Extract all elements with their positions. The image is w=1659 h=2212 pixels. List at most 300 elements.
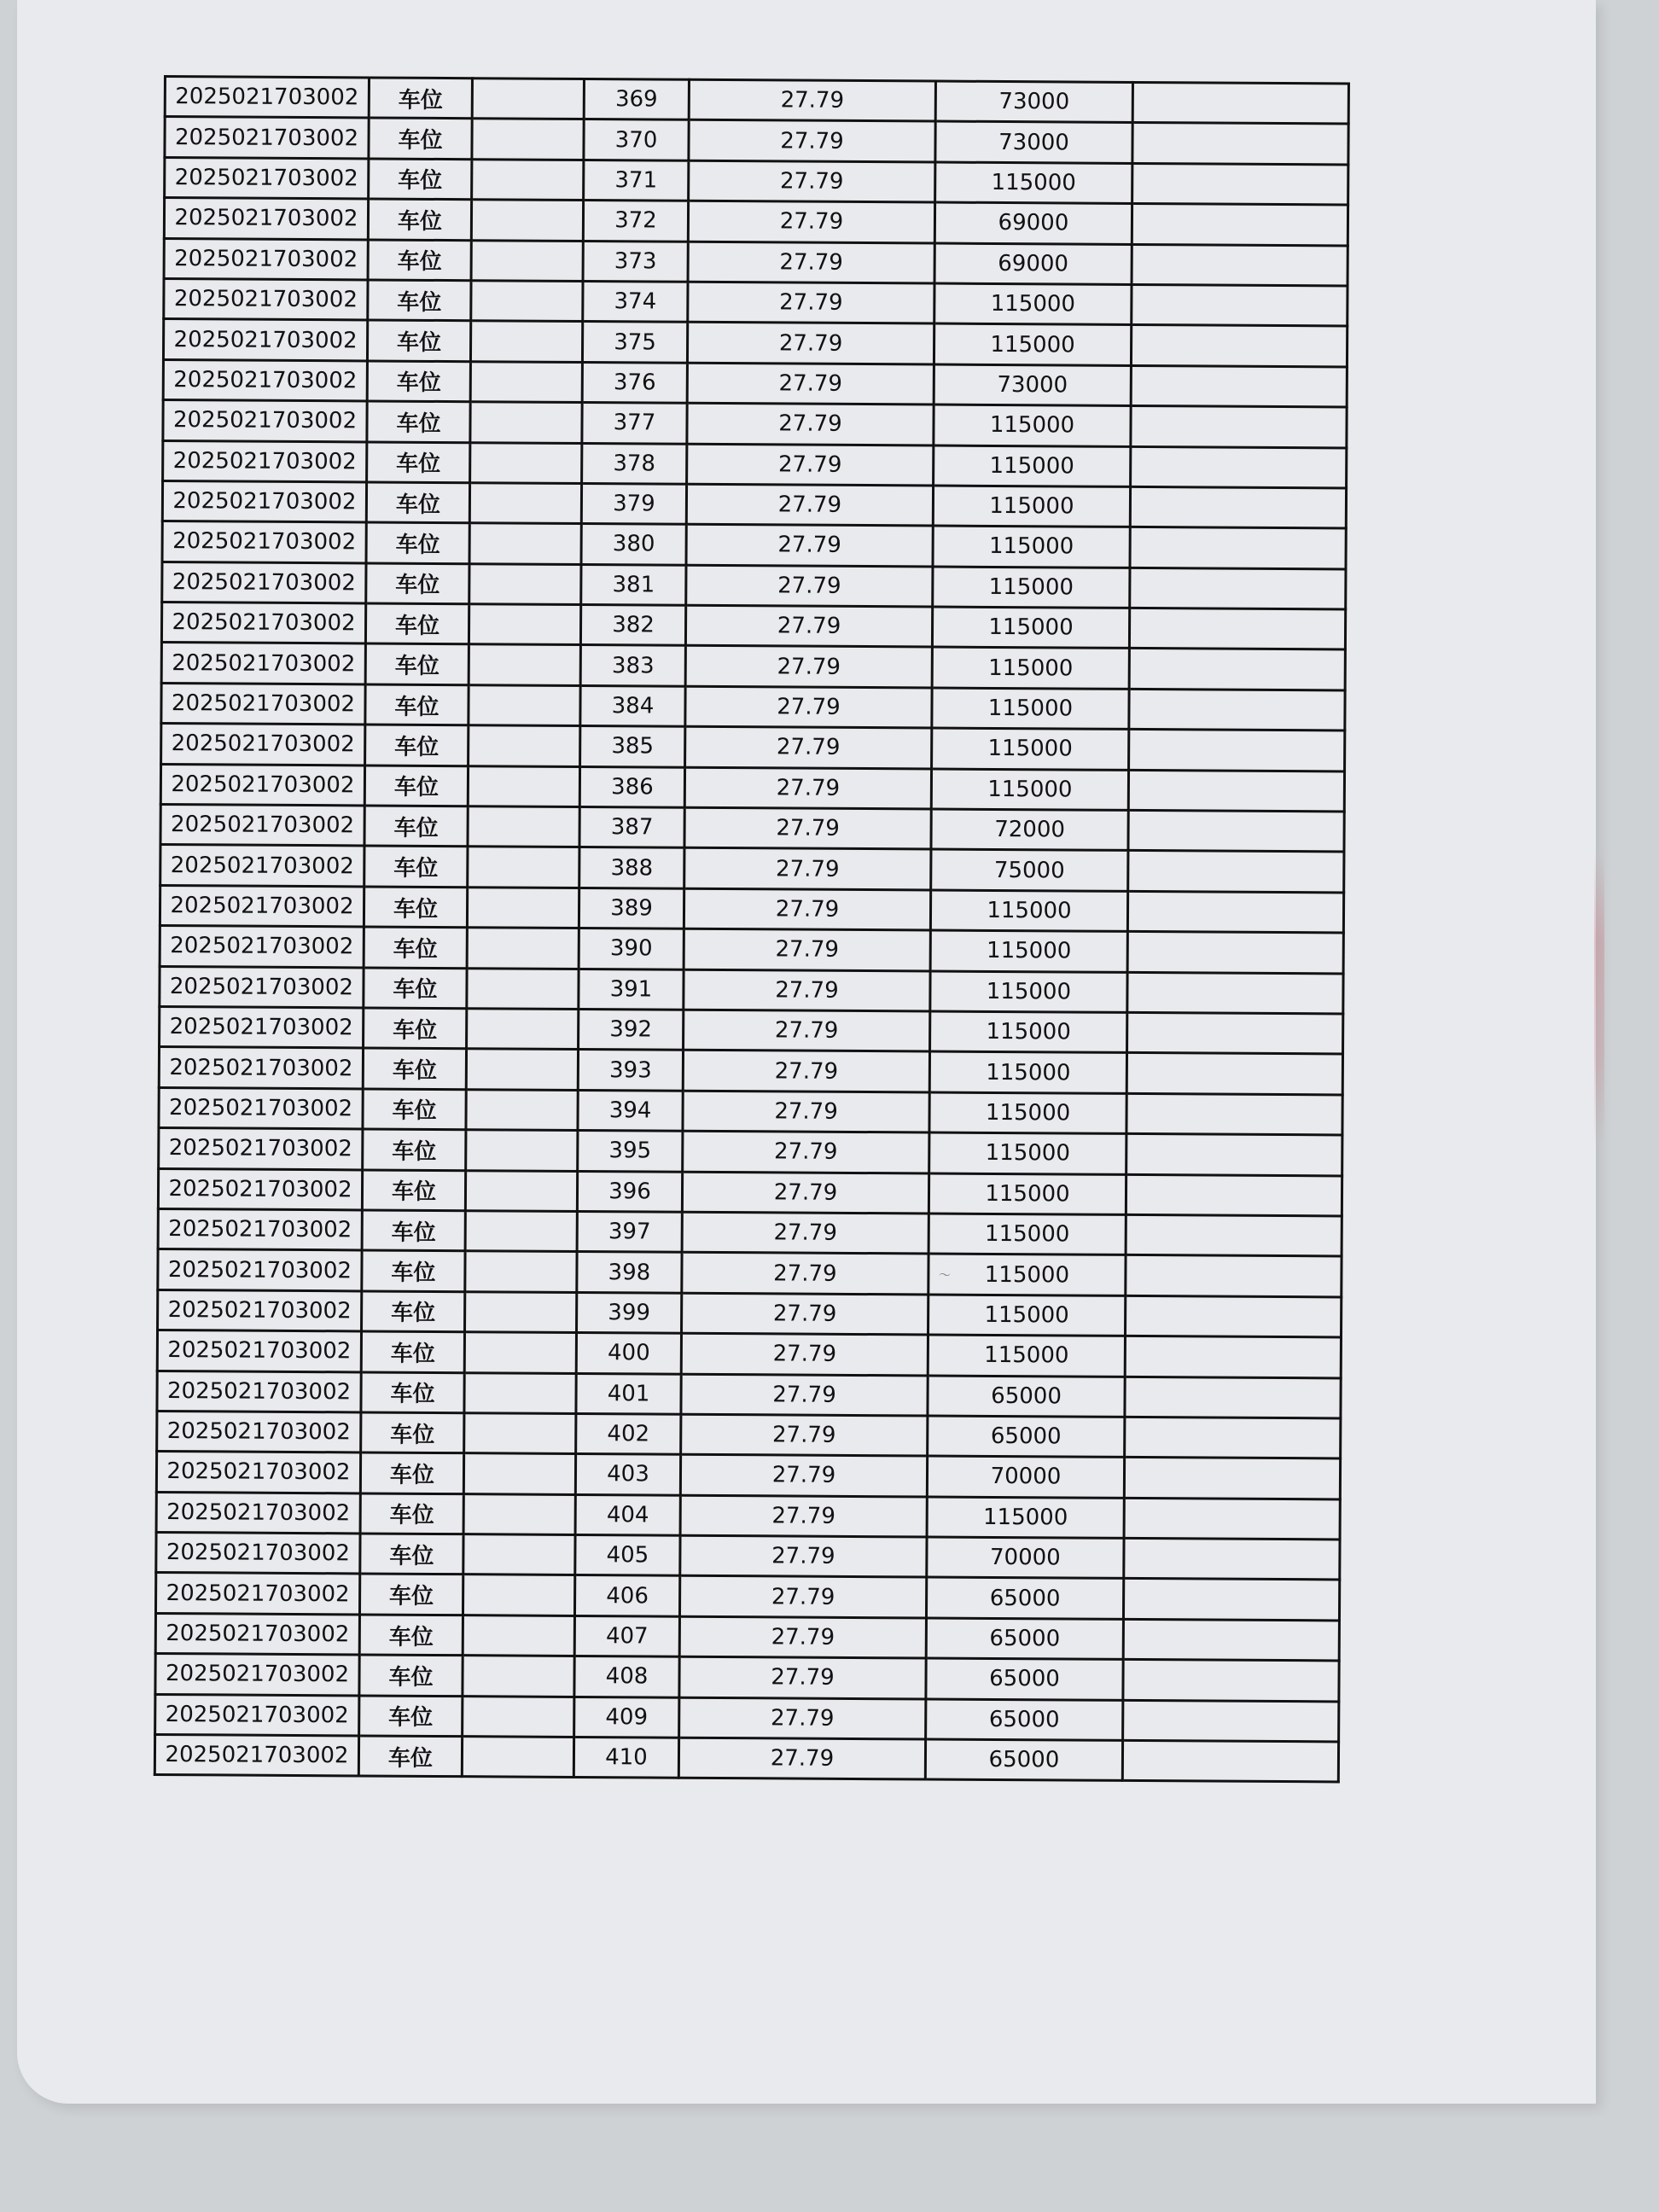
cell-area: 27.79 <box>684 969 930 1011</box>
cell-number: 399 <box>577 1292 682 1333</box>
table-row <box>162 562 1346 609</box>
cell-note <box>1132 284 1348 326</box>
cell-price: 65000 <box>925 1739 1122 1781</box>
cell-area: 27.79 <box>686 565 933 607</box>
cell-type: 车位 <box>360 1452 463 1493</box>
cell-code: 2025021703002 <box>156 1533 360 1575</box>
cell-type: 车位 <box>364 887 467 928</box>
cell-number: 382 <box>580 605 685 646</box>
table-row <box>160 845 1344 893</box>
cell-number: 389 <box>579 888 684 928</box>
cell-type: 车位 <box>364 806 468 847</box>
cell-note <box>1131 446 1347 488</box>
cell-area: 27.79 <box>686 484 933 526</box>
cell-number: 391 <box>579 969 684 1010</box>
cell-code: 2025021703002 <box>158 1208 362 1250</box>
cell-type: 车位 <box>369 118 472 159</box>
cell-price: 75000 <box>931 849 1128 891</box>
table-row <box>156 1492 1340 1540</box>
cell-price: 115000 <box>934 323 1131 365</box>
cell-area: 27.79 <box>684 1010 930 1051</box>
table-row <box>165 117 1348 165</box>
cell-price: 115000 <box>933 526 1130 568</box>
cell-number: 384 <box>580 685 685 726</box>
cell-code: 2025021703002 <box>157 1371 361 1412</box>
cell-type: 车位 <box>360 1534 463 1575</box>
cell-area: 27.79 <box>683 1131 929 1173</box>
table-row <box>162 480 1346 528</box>
cell-note <box>1124 1458 1340 1499</box>
cell-type: 车位 <box>368 240 471 281</box>
cell-price: 115000 <box>930 971 1127 1013</box>
cell-type: 车位 <box>359 1574 463 1615</box>
cell-code: 2025021703002 <box>160 966 364 1008</box>
cell-number: 392 <box>579 1009 684 1050</box>
cell-note <box>1129 608 1345 650</box>
cell-price: 115000 <box>928 1214 1126 1255</box>
cell-note <box>1130 568 1346 609</box>
cell-blank <box>464 1413 576 1454</box>
cell-price: 65000 <box>926 1699 1123 1741</box>
cell-area: 27.79 <box>684 848 931 890</box>
table-row <box>159 1047 1342 1095</box>
cell-area: 27.79 <box>689 79 935 121</box>
table-row <box>165 157 1348 205</box>
table-row <box>161 643 1345 690</box>
cell-code: 2025021703002 <box>155 1694 359 1736</box>
cell-note <box>1125 1417 1341 1458</box>
cell-code: 2025021703002 <box>162 521 366 563</box>
cell-price: 115000 <box>933 486 1130 527</box>
cell-price: 115000 <box>932 688 1129 730</box>
cell-price: 72000 <box>931 809 1128 851</box>
cell-number: 374 <box>583 281 688 322</box>
cell-area: 27.79 <box>680 1495 927 1537</box>
cell-blank <box>469 604 580 645</box>
cell-type: 车位 <box>365 643 469 684</box>
cell-price: 115000 <box>927 1497 1124 1539</box>
cell-note <box>1129 649 1345 690</box>
cell-blank <box>469 725 580 766</box>
cell-blank <box>469 483 581 524</box>
cell-area: 27.79 <box>681 1414 928 1456</box>
cell-price: 115000 <box>929 1132 1126 1174</box>
cell-blank <box>467 928 579 969</box>
cell-blank <box>464 1372 576 1413</box>
cell-note <box>1124 1498 1340 1540</box>
cell-type: 车位 <box>364 1008 467 1049</box>
cell-blank <box>469 685 580 726</box>
table-row <box>159 1128 1342 1176</box>
cell-type: 车位 <box>368 280 471 321</box>
cell-blank <box>471 281 583 322</box>
cell-area: 27.79 <box>683 1051 929 1092</box>
cell-area: 27.79 <box>685 686 932 728</box>
cell-blank <box>465 1291 577 1332</box>
cell-price: 115000 <box>932 607 1129 649</box>
cell-type: 车位 <box>367 401 470 442</box>
cell-price: 115000 <box>930 1011 1127 1053</box>
cell-price: 115000 <box>934 445 1131 487</box>
cell-blank <box>465 1251 577 1292</box>
cell-price: 115000 <box>932 728 1129 770</box>
cell-blank <box>471 240 583 281</box>
cell-note <box>1129 689 1345 731</box>
cell-type: 车位 <box>362 1291 465 1332</box>
cell-area: 27.79 <box>680 1455 927 1497</box>
cell-blank <box>471 200 583 241</box>
cell-area: 27.79 <box>688 201 934 242</box>
cell-price: 115000 <box>935 162 1132 204</box>
cell-blank <box>470 402 582 443</box>
table-row <box>155 1613 1339 1661</box>
cell-note <box>1123 1579 1339 1621</box>
cell-area: 27.79 <box>687 444 934 486</box>
cell-number: 403 <box>575 1454 680 1495</box>
cell-note <box>1125 1295 1341 1337</box>
cell-area: 27.79 <box>688 282 934 323</box>
cell-blank <box>466 1089 578 1130</box>
cell-code: 2025021703002 <box>155 1654 359 1696</box>
cell-price: 73000 <box>935 121 1132 163</box>
cell-code: 2025021703002 <box>156 1452 360 1493</box>
cell-area: 27.79 <box>687 403 934 445</box>
cell-code: 2025021703002 <box>159 1128 363 1170</box>
cell-number: 379 <box>581 483 686 524</box>
cell-type: 车位 <box>367 361 470 402</box>
cell-price: 65000 <box>926 1658 1123 1700</box>
cell-blank <box>463 1696 574 1737</box>
cell-number: 370 <box>584 119 689 160</box>
cell-code: 2025021703002 <box>163 440 367 482</box>
cell-code: 2025021703002 <box>159 1087 363 1129</box>
cell-blank <box>464 1332 576 1373</box>
cell-blank <box>472 79 584 119</box>
cell-number: 387 <box>579 807 684 848</box>
cell-price: 115000 <box>934 283 1132 325</box>
cell-number: 408 <box>574 1656 679 1697</box>
cell-note <box>1131 325 1347 367</box>
cell-type: 车位 <box>364 765 468 806</box>
cell-blank <box>469 644 580 685</box>
table-row <box>165 77 1348 125</box>
cell-price: 70000 <box>927 1537 1124 1579</box>
cell-price: 65000 <box>926 1618 1123 1660</box>
cell-code: 2025021703002 <box>158 1168 362 1210</box>
cell-code: 2025021703002 <box>163 319 367 361</box>
cell-area: 27.79 <box>683 1091 929 1132</box>
cell-number: 390 <box>579 928 684 969</box>
cell-code: 2025021703002 <box>160 845 364 887</box>
table-row <box>160 885 1343 933</box>
table-row <box>161 602 1345 650</box>
table-row <box>154 1734 1338 1782</box>
cell-note <box>1130 527 1346 569</box>
cell-code: 2025021703002 <box>158 1289 362 1331</box>
cell-code: 2025021703002 <box>156 1492 360 1534</box>
cell-area: 27.79 <box>681 1333 928 1375</box>
table-row <box>160 966 1343 1014</box>
table-row <box>155 1654 1339 1702</box>
table-row <box>157 1330 1341 1378</box>
cell-price: 115000 <box>930 930 1127 972</box>
cell-area: 27.79 <box>688 242 934 283</box>
cell-blank <box>465 1170 577 1211</box>
table-row <box>158 1249 1342 1297</box>
cell-type: 车位 <box>365 725 469 765</box>
cell-price: 65000 <box>928 1375 1125 1417</box>
cell-price: 65000 <box>928 1416 1125 1458</box>
cell-number: 381 <box>581 564 686 605</box>
cell-number: 406 <box>574 1575 679 1616</box>
cell-note <box>1126 1214 1342 1256</box>
cell-type: 车位 <box>365 684 469 725</box>
cell-type: 车位 <box>367 320 470 361</box>
cell-type: 车位 <box>367 441 470 482</box>
cell-type: 车位 <box>364 846 468 887</box>
table-row <box>157 1371 1341 1418</box>
cell-type: 车位 <box>366 482 469 523</box>
cell-note <box>1132 163 1348 205</box>
cell-area: 27.79 <box>685 726 932 768</box>
cell-note <box>1125 1377 1341 1418</box>
cell-type: 车位 <box>361 1371 464 1412</box>
cell-note <box>1131 365 1347 407</box>
cell-number: 369 <box>584 79 689 120</box>
cell-area: 27.79 <box>684 928 930 970</box>
cell-type: 车位 <box>362 1169 465 1210</box>
table-row <box>161 683 1345 731</box>
cell-type: 车位 <box>359 1655 463 1696</box>
cell-code: 2025021703002 <box>162 480 366 522</box>
cell-number: 385 <box>580 726 685 767</box>
cell-blank <box>469 563 581 604</box>
cell-blank <box>467 888 579 928</box>
cell-number: 400 <box>576 1333 681 1374</box>
cell-note <box>1132 204 1348 246</box>
cell-code: 2025021703002 <box>161 643 365 684</box>
cell-blank <box>469 523 581 564</box>
table-row <box>162 521 1346 569</box>
cell-blank <box>463 1615 574 1656</box>
cell-number: 407 <box>574 1615 679 1656</box>
cell-code: 2025021703002 <box>162 562 366 603</box>
cell-type: 车位 <box>359 1696 463 1737</box>
cell-number: 410 <box>573 1737 678 1778</box>
cell-code: 2025021703002 <box>163 400 367 442</box>
cell-price: 115000 <box>929 1092 1126 1134</box>
cell-number: 386 <box>579 766 684 807</box>
cell-price: 69000 <box>934 243 1132 285</box>
cell-blank <box>466 1049 578 1090</box>
table-row <box>164 238 1348 286</box>
cell-area: 27.79 <box>682 1172 928 1214</box>
cell-note <box>1129 730 1345 771</box>
cell-note <box>1128 770 1344 812</box>
table-row <box>160 1006 1343 1054</box>
cell-area: 27.79 <box>684 888 930 930</box>
cell-area: 27.79 <box>678 1738 925 1779</box>
cell-area: 27.79 <box>679 1616 926 1658</box>
pen-mark: ～ <box>939 1269 951 1283</box>
cell-area: 27.79 <box>685 605 932 647</box>
cell-note <box>1127 891 1343 933</box>
seal-edge-mark <box>1594 853 1604 1144</box>
cell-price: 65000 <box>926 1577 1123 1619</box>
cell-code: 2025021703002 <box>164 278 368 320</box>
cell-price: 115000 <box>928 1173 1126 1215</box>
cell-area: 27.79 <box>680 1535 927 1577</box>
cell-code: 2025021703002 <box>161 683 365 725</box>
cell-note <box>1123 1660 1339 1702</box>
cell-number: 383 <box>580 645 685 686</box>
cell-number: 372 <box>583 201 688 242</box>
cell-price: 73000 <box>934 364 1131 406</box>
cell-note <box>1126 1255 1342 1297</box>
cell-note <box>1132 244 1348 286</box>
cell-number: 373 <box>583 241 688 282</box>
table-row <box>159 1087 1342 1135</box>
cell-type: 车位 <box>363 1129 466 1170</box>
cell-note <box>1126 1093 1342 1135</box>
cell-type: 车位 <box>366 522 469 563</box>
cell-type: 车位 <box>368 199 471 240</box>
cell-type: 车位 <box>361 1412 464 1453</box>
cell-code: 2025021703002 <box>163 359 367 401</box>
cell-note <box>1126 1174 1342 1216</box>
cell-blank <box>463 1575 574 1615</box>
cell-type: 车位 <box>365 603 469 644</box>
cell-price: 115000 <box>930 890 1127 932</box>
cell-code: 2025021703002 <box>160 885 364 927</box>
cell-note <box>1123 1700 1339 1742</box>
cell-area: 27.79 <box>687 323 934 364</box>
cell-note <box>1126 1053 1342 1095</box>
cell-code: 2025021703002 <box>157 1330 361 1372</box>
table-row <box>163 359 1347 407</box>
table-row <box>155 1694 1339 1742</box>
cell-area: 27.79 <box>684 807 931 849</box>
cell-blank <box>470 361 582 402</box>
table-row <box>161 724 1345 771</box>
table-row <box>160 764 1344 812</box>
cell-area: 27.79 <box>687 363 934 405</box>
table-row <box>160 926 1343 974</box>
table-row <box>163 400 1347 448</box>
cell-blank <box>462 1737 573 1778</box>
cell-number: 388 <box>579 847 684 888</box>
cell-type: 车位 <box>364 927 467 968</box>
cell-number: 398 <box>577 1252 682 1293</box>
table-row <box>158 1168 1342 1216</box>
cell-note <box>1127 932 1343 974</box>
cell-type: 车位 <box>366 563 469 604</box>
cell-number: 378 <box>582 443 687 484</box>
cell-code: 2025021703002 <box>165 77 369 119</box>
cell-code: 2025021703002 <box>159 1047 363 1089</box>
cell-number: 402 <box>576 1413 681 1454</box>
cell-blank <box>463 1656 574 1697</box>
cell-blank <box>470 442 582 483</box>
table-row <box>158 1289 1342 1337</box>
cell-price: 73000 <box>935 81 1132 123</box>
cell-area: 27.79 <box>681 1374 928 1416</box>
cell-price: 69000 <box>934 202 1132 244</box>
cell-code: 2025021703002 <box>155 1573 359 1615</box>
cell-number: 393 <box>578 1050 683 1091</box>
cell-type: 车位 <box>369 78 472 119</box>
cell-blank <box>470 321 582 362</box>
cell-price: 115000 <box>932 647 1129 689</box>
cell-blank <box>468 765 579 806</box>
cell-code: 2025021703002 <box>161 724 365 765</box>
cell-type: 车位 <box>358 1736 462 1777</box>
cell-number: 376 <box>582 362 687 403</box>
cell-number: 405 <box>575 1535 680 1576</box>
table-row <box>155 1573 1339 1621</box>
cell-price: 115000 <box>928 1254 1126 1295</box>
cell-blank <box>472 119 584 160</box>
cell-price: 115000 <box>928 1335 1125 1377</box>
table-row <box>160 805 1344 853</box>
cell-type: 车位 <box>360 1493 463 1534</box>
cell-number: 401 <box>576 1373 681 1414</box>
cell-area: 27.79 <box>686 525 933 567</box>
table-row <box>163 319 1347 367</box>
cell-blank <box>463 1493 575 1534</box>
cell-number: 377 <box>582 403 687 444</box>
cell-type: 车位 <box>364 968 467 1009</box>
cell-code: 2025021703002 <box>160 805 364 847</box>
parking-space-table <box>154 75 1350 1784</box>
cell-price: 115000 <box>933 567 1130 608</box>
cell-number: 404 <box>575 1494 680 1535</box>
cell-note <box>1128 810 1344 852</box>
cell-area: 27.79 <box>679 1697 926 1739</box>
cell-code: 2025021703002 <box>158 1249 362 1291</box>
cell-note <box>1122 1740 1338 1782</box>
table-row <box>156 1533 1340 1580</box>
cell-code: 2025021703002 <box>154 1734 358 1776</box>
cell-blank <box>467 1009 579 1050</box>
cell-note <box>1132 82 1348 124</box>
cell-note <box>1126 1134 1342 1176</box>
cell-number: 396 <box>577 1171 682 1212</box>
cell-area: 27.79 <box>682 1212 928 1254</box>
cell-number: 394 <box>578 1090 683 1131</box>
cell-blank <box>467 968 579 1009</box>
cell-code: 2025021703002 <box>160 926 364 968</box>
table-row <box>164 278 1348 326</box>
table-row <box>158 1208 1342 1256</box>
cell-price: 70000 <box>927 1456 1124 1498</box>
cell-type: 车位 <box>362 1250 465 1291</box>
cell-code: 2025021703002 <box>157 1411 361 1452</box>
cell-code: 2025021703002 <box>155 1613 359 1655</box>
cell-number: 371 <box>584 160 689 201</box>
cell-code: 2025021703002 <box>165 117 369 159</box>
cell-note <box>1127 972 1343 1014</box>
cell-blank <box>466 1130 578 1171</box>
cell-blank <box>468 847 579 888</box>
cell-type: 车位 <box>363 1048 466 1089</box>
cell-note <box>1131 406 1347 448</box>
cell-area: 27.79 <box>689 120 935 162</box>
cell-note <box>1127 1012 1343 1054</box>
cell-code: 2025021703002 <box>160 764 364 806</box>
cell-code: 2025021703002 <box>164 238 368 280</box>
cell-blank <box>468 806 579 847</box>
